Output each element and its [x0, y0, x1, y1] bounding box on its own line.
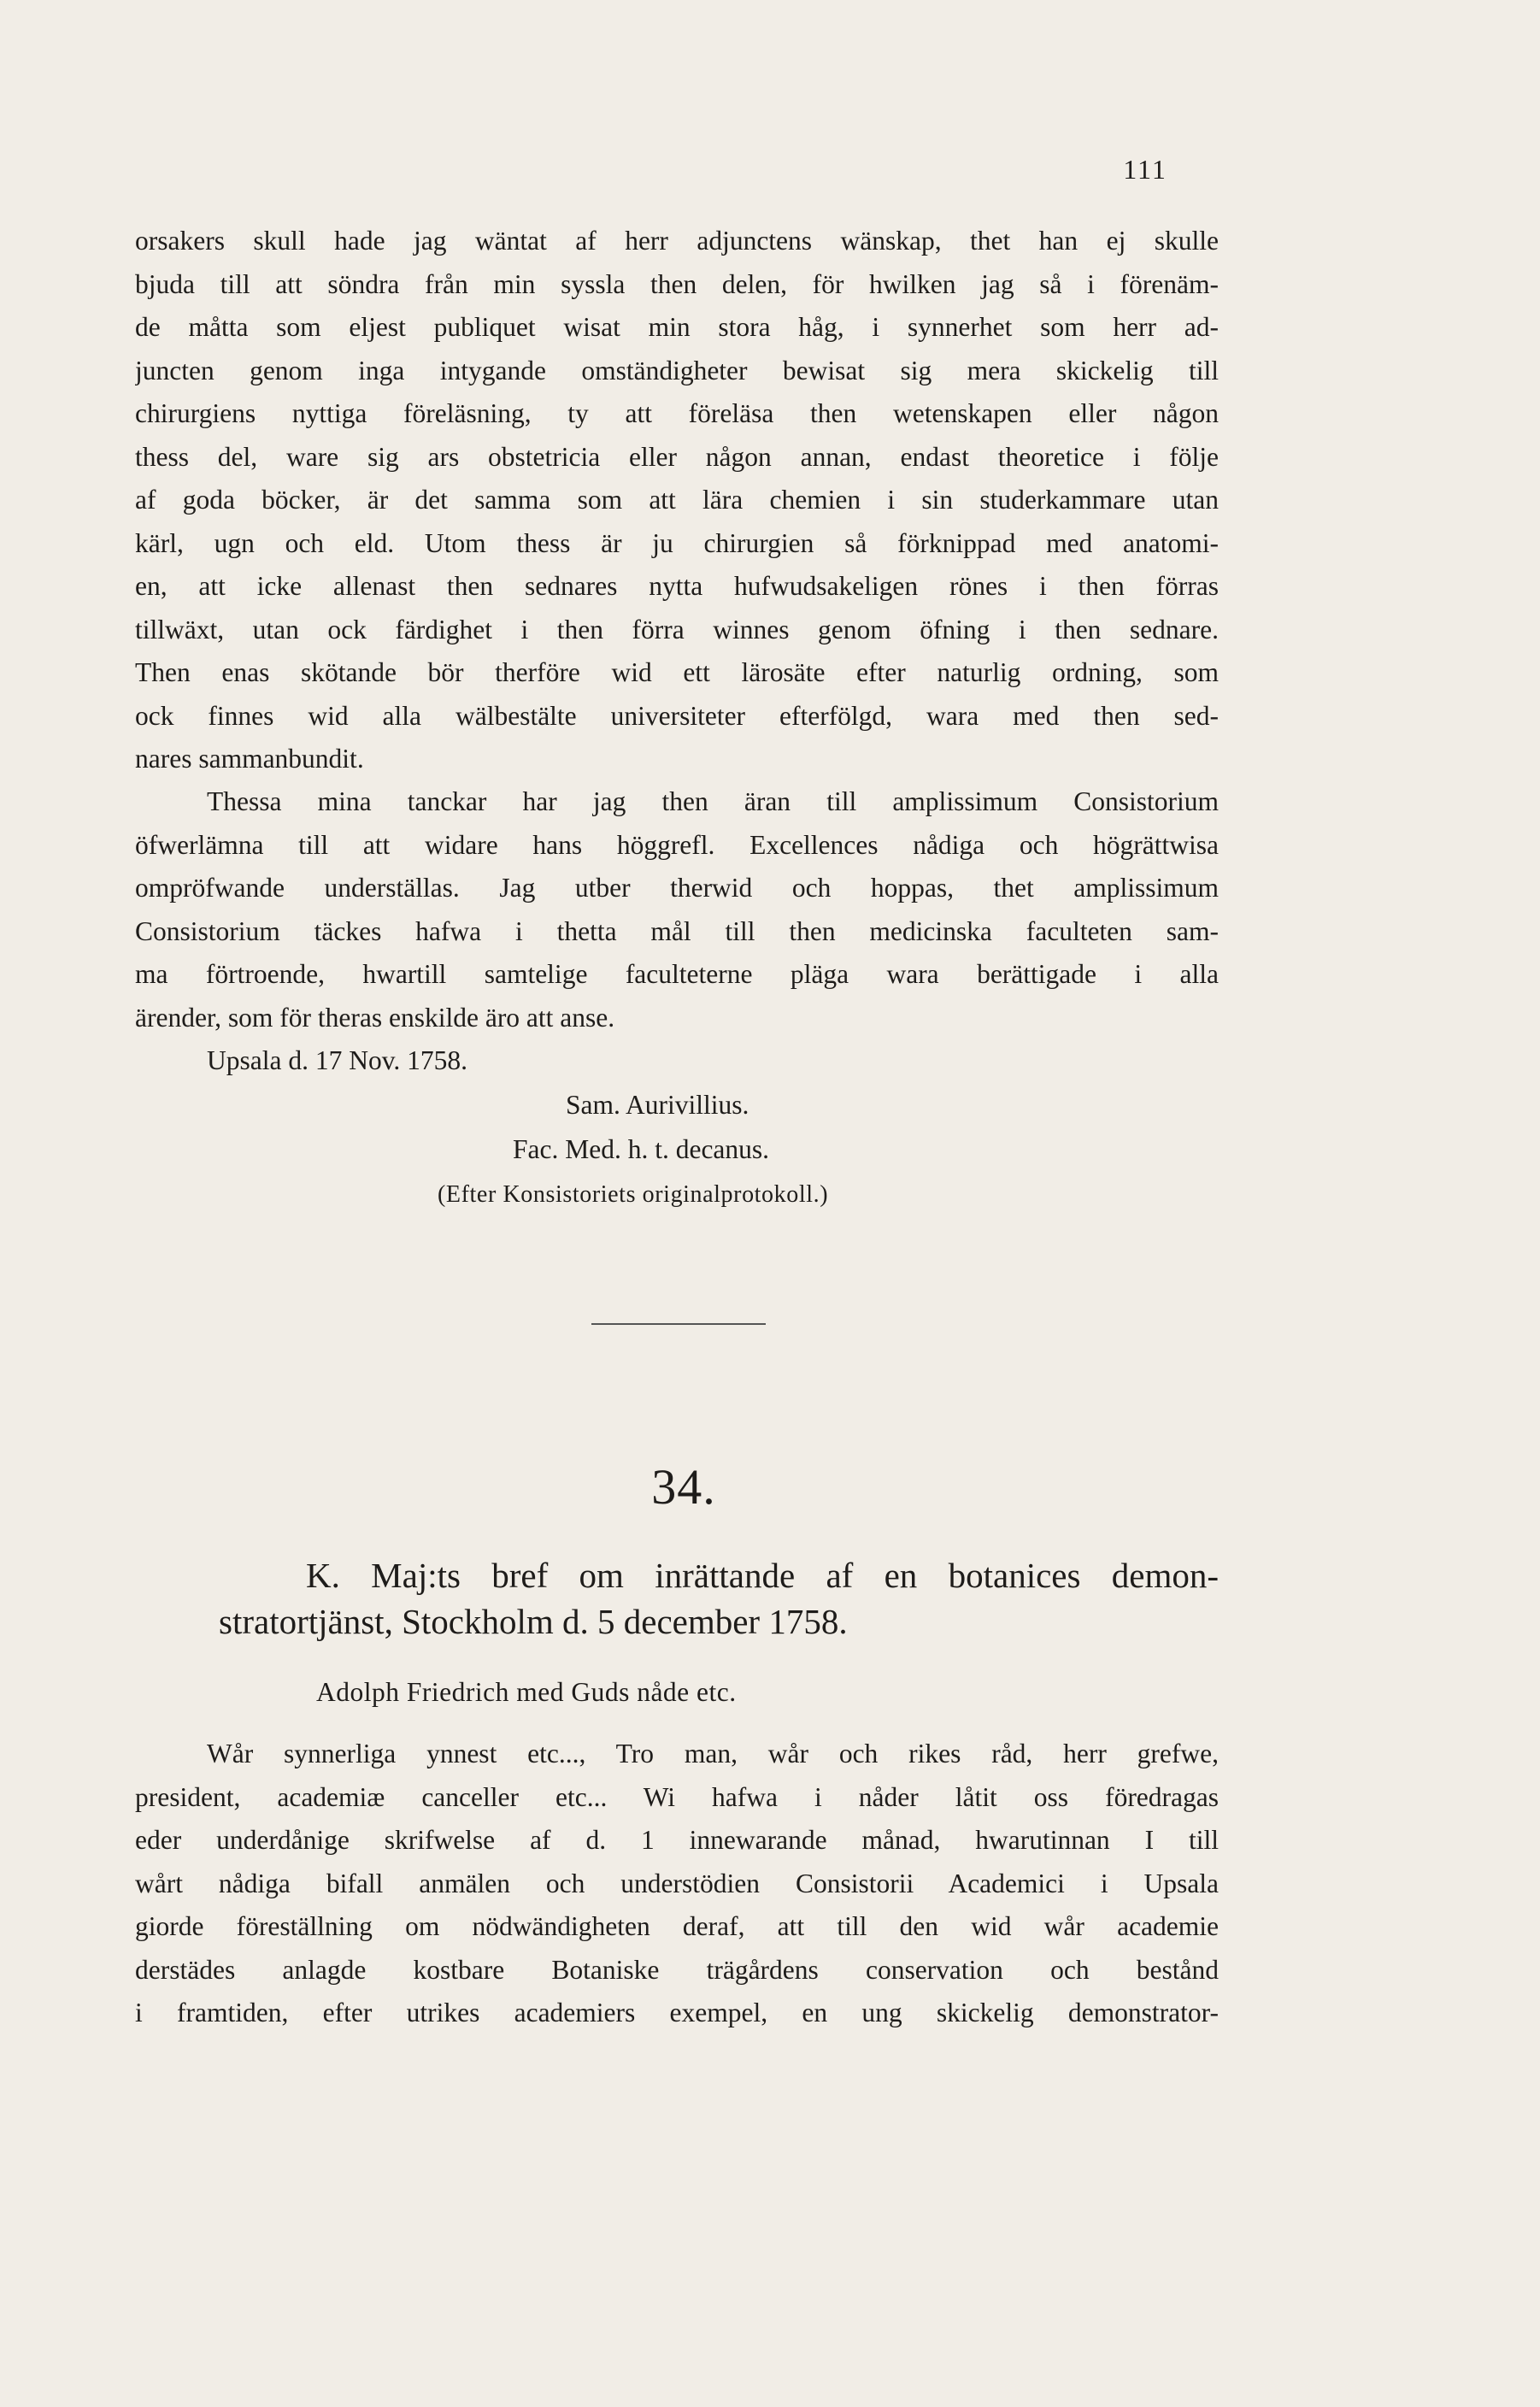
text-line: orsakers skull hade jag wäntat af herr adjunctens wänskap, thet han ej skulle	[135, 226, 1219, 256]
text-line: giorde föreställning om nödwändigheten deraf, att till den wid wår academie	[135, 1911, 1219, 1941]
text-line: ompröfwande underställas. Jag utber therwid och hoppas, thet amplissimum	[135, 873, 1219, 903]
text-line: en, att icke allenast then sednares nytta hufwudsakeligen rönes i then förras	[135, 571, 1219, 601]
text-line: derstädes anlagde kostbare Botaniske trägårdens conservation och bestånd	[135, 1954, 1219, 1985]
text-line: juncten genom inga intygande omständigheter bewisat sig mera skickelig till	[135, 355, 1219, 385]
text-line: i framtiden, efter utrikes academiers exempel, en ung skickelig demonstrator-	[135, 1998, 1219, 2027]
document-title	[219, 1552, 1219, 1645]
text-line: Wår synnerliga ynnest etc..., Tro man, wår och rikes råd, herr grefwe,	[207, 1739, 1219, 1768]
signature-name: Sam. Aurivillius.	[566, 1090, 749, 1120]
section-divider	[591, 1323, 766, 1325]
top-paragraph	[135, 220, 1219, 781]
text-line: Consistorium täckes hafwa i thetta mål till then medicinska faculteten sam-	[135, 915, 1219, 946]
text-line: bjuda till att söndra från min syssla then delen, för hwilken jag så i förenäm-	[135, 268, 1219, 299]
text-line: ärender, som för theras enskilde äro att anse.	[135, 1002, 615, 1033]
text-line: kärl, ugn och eld. Utom thess är ju chirurgien så förknippad med anatomi-	[135, 527, 1219, 558]
text-line: tillwäxt, utan ock färdighet i then förra winnes genom öfning i then sednare.	[135, 614, 1219, 644]
signature-title: Fac. Med. h. t. decanus.	[513, 1134, 770, 1164]
text-line: de måtta som eljest publiquet wisat min stora håg, i synnerhet som herr ad-	[135, 312, 1219, 342]
source-note: (Efter Konsistoriets originalprotokoll.)	[438, 1181, 829, 1208]
text-line: thess del, ware sig ars obstetricia eller någon annan, endast theoretice i följe	[135, 441, 1219, 472]
text-line: ock finnes wid alla wälbestälte universiteter efterfölgd, wara med then sed-	[135, 700, 1219, 731]
place-date: Upsala d. 17 Nov. 1758.	[207, 1045, 468, 1075]
page-number: 111	[1123, 154, 1167, 185]
text-line: wårt nådiga bifall anmälen och understödien Consistorii Academici i Upsala	[135, 1868, 1219, 1898]
text-line: ma förtroende, hwartill samtelige faculteterne pläga wara berättigade i alla	[135, 959, 1219, 989]
text-line: nares sammanbundit.	[135, 744, 364, 774]
text-line: Thessa mina tanckar har jag then äran till amplissimum Consistorium	[207, 786, 1219, 816]
title-line: stratortjänst, Stockholm d. 5 december 1758.	[219, 1602, 848, 1641]
letter-paragraph	[135, 1733, 1219, 2035]
title-line: K. Maj:ts bref om inrättande af en botanices demon-	[306, 1556, 1219, 1595]
second-paragraph	[135, 780, 1219, 1083]
text-line: eder underdånige skrifwelse af d. 1 innewarande månad, hwarutinnan I till	[135, 1825, 1219, 1855]
text-line: Then enas skötande bör therföre wid ett lärosäte efter naturlig ordning, som	[135, 657, 1219, 687]
text-line: president, academiæ canceller etc... Wi hafwa i nåder låtit oss föredragas	[135, 1781, 1219, 1812]
text-line: öfwerlämna till att widare hans höggrefl. Excellences nådiga och högrättwisa	[135, 829, 1219, 860]
text-line: chirurgiens nyttiga föreläsning, ty att föreläsa then wetenskapen eller någon	[135, 398, 1219, 428]
greeting: Adolph Friedrich med Guds nåde etc.	[316, 1677, 737, 1707]
text-line: af goda böcker, är det samma som att lära chemien i sin studerkammare utan	[135, 485, 1219, 515]
document-number: 34.	[651, 1459, 716, 1515]
